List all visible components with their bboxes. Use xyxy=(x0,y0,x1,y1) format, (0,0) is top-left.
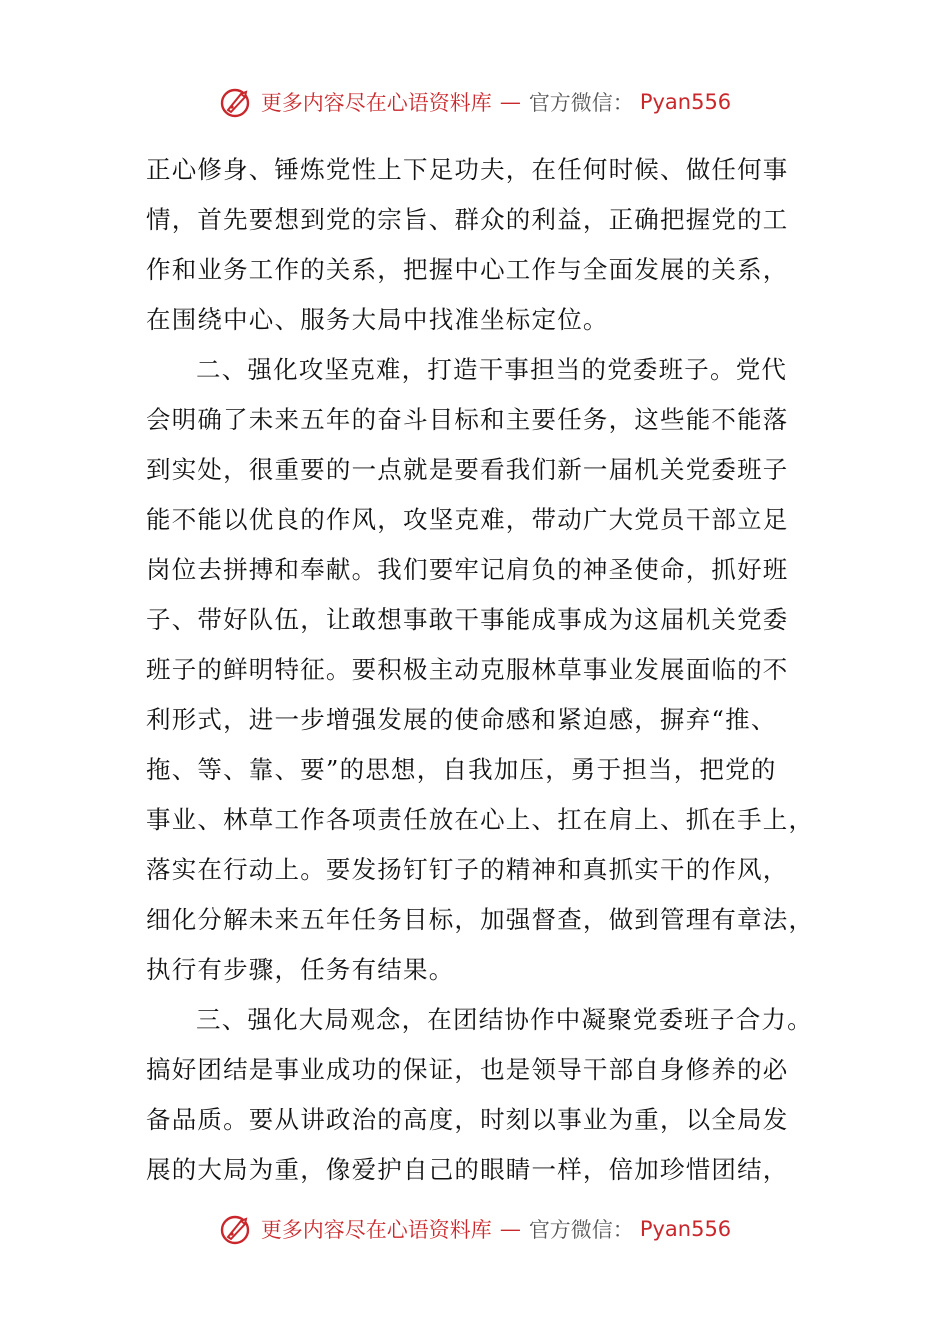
text-line: 利形式，进一步增强发展的使命感和紧迫感，摒弃“推、 xyxy=(146,705,777,734)
banner-main-text: 更多内容尽在心语资料库 xyxy=(260,1218,492,1242)
banner-main-text: 更多内容尽在心语资料库 xyxy=(260,91,492,115)
paragraph-start-line: 二、强化攻坚克难，打造干事担当的党委班子。党代 xyxy=(196,355,788,384)
header-banner xyxy=(0,82,950,122)
text-line: 能不能以优良的作风，攻坚克难，带动广大党员干部立足 xyxy=(146,505,789,534)
text-line: 到实处，很重要的一点就是要看我们新一届机关党委班子 xyxy=(146,455,789,484)
text-line: 事业、林草工作各项责任放在心上、扛在肩上、抓在手上， xyxy=(146,805,815,834)
text-line: 执行有步骤，任务有结果。 xyxy=(146,955,455,984)
text-line: 会明确了未来五年的奋斗目标和主要任务，这些能不能落 xyxy=(146,405,789,434)
text-line: 岗位去拼搏和奉献。我们要牢记肩负的神圣使命，抓好班 xyxy=(146,555,789,584)
text-line: 展的大局为重，像爱护自己的眼睛一样，倍加珍惜团结， xyxy=(146,1155,789,1184)
text-line: 在围绕中心、服务大局中找准坐标定位。 xyxy=(146,305,609,334)
banner-separator: — xyxy=(499,90,521,114)
text-line: 正心修身、锤炼党性上下足功夫，在任何时候、做任何事 xyxy=(146,155,789,184)
text-line: 班子的鲜明特征。要积极主动克服林草事业发展面临的不 xyxy=(146,655,789,684)
footer-banner xyxy=(0,1209,950,1249)
pen-nib-logo-icon xyxy=(219,1211,255,1247)
document-body xyxy=(146,145,815,1195)
text-line: 细化分解未来五年任务目标，加强督查，做到管理有章法， xyxy=(146,905,815,934)
text-line: 备品质。要从讲政治的高度，时刻以事业为重，以全局发 xyxy=(146,1105,789,1134)
banner-wechat-label: 官方微信： xyxy=(528,91,634,115)
text-line: 情，首先要想到党的宗旨、群众的利益，正确把握党的工 xyxy=(146,205,789,234)
text-line: 落实在行动上。要发扬钉钉子的精神和真抓实干的作风， xyxy=(146,855,789,884)
banner-wechat-id: Pyan556 xyxy=(639,1217,732,1241)
paragraph-start-line: 三、强化大局观念，在团结协作中凝聚党委班子合力。 xyxy=(196,1005,813,1034)
header-banner-content xyxy=(219,84,731,120)
pen-nib-logo-icon xyxy=(219,84,255,120)
banner-wechat-id: Pyan556 xyxy=(639,90,732,114)
text-line: 拖、等、靠、要”的思想，自我加压，勇于担当，把党的 xyxy=(146,755,777,784)
text-line: 子、带好队伍，让敢想事敢干事能成事成为这届机关党委 xyxy=(146,605,789,634)
text-line: 作和业务工作的关系，把握中心工作与全面发展的关系， xyxy=(146,255,789,284)
banner-wechat-label: 官方微信： xyxy=(528,1218,634,1242)
banner-separator: — xyxy=(499,1217,521,1241)
text-line: 搞好团结是事业成功的保证，也是领导干部自身修养的必 xyxy=(146,1055,789,1084)
footer-banner-content xyxy=(219,1211,731,1247)
